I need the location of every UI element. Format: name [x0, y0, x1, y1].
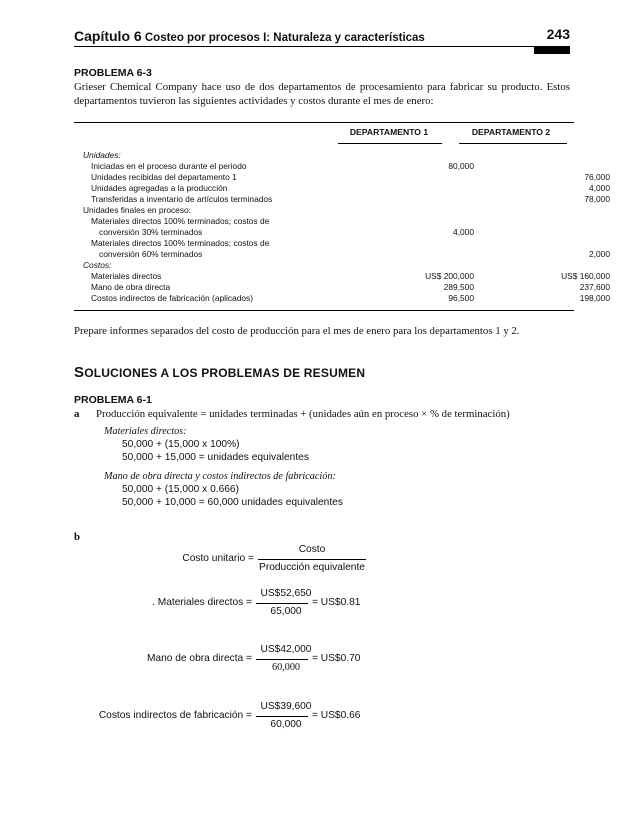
col-underline-dept1	[338, 143, 442, 144]
row-label: Transferidas a inventario de artículos terminados	[91, 194, 273, 204]
row-value-dept2: US$ 160,000	[561, 271, 610, 281]
md-fraction-bar	[256, 603, 308, 604]
problem-6-1-heading: PROBLEMA 6-1	[74, 394, 152, 406]
row-label: conversión 60% terminados	[99, 249, 203, 259]
page-number: 243	[546, 26, 570, 42]
mo-label: Mano de obra directa y costos indirectos de fabricación:	[104, 471, 336, 482]
unit-cost-fraction-bar	[258, 559, 366, 560]
unit-cost-denominator: Producción equivalente	[259, 562, 365, 573]
row-value-dept1: 96,500	[448, 293, 474, 303]
mo-numerator: US$42,000	[260, 644, 312, 655]
row-value-dept2: 2,000	[589, 249, 610, 259]
md-denominator: 65,000	[270, 606, 302, 617]
part-a-letter: a	[74, 408, 80, 420]
row-value-dept2: 237,600	[579, 282, 610, 292]
cif-result: = US$0.66	[312, 710, 361, 721]
table-top-rule	[74, 122, 574, 123]
chapter-number: Capítulo 6	[74, 28, 142, 44]
row-label: Costos indirectos de fabricación (aplicados)	[91, 293, 253, 303]
cif-cost-label: Costos indirectos de fabricación =	[98, 710, 252, 721]
unit-cost-label: Costo unitario =	[182, 553, 254, 564]
row-label: Mano de obra directa	[91, 282, 171, 292]
col-header-dept2: DEPARTAMENTO 2	[471, 127, 551, 137]
md-line-1: 50,000 + (15,000 x 100%)	[122, 439, 240, 450]
row-label: Iniciadas en el proceso durante el periodo	[91, 161, 247, 171]
md-label: Materiales directos:	[104, 426, 187, 437]
row-label: Materiales directos 100% terminados; costos de	[91, 238, 270, 248]
solutions-title	[74, 364, 365, 381]
problem-6-3-heading: PROBLEMA 6-3	[74, 67, 152, 79]
part-b-letter: b	[74, 531, 81, 543]
problem-6-3-text: Grieser Chemical Company hace uso de dos departamentos de procesamiento para fabricar su producto. Estos departamentos tuvieron las siguientes actividades y costos durante el mes de enero:	[74, 81, 570, 107]
md-numerator: US$52,650	[260, 588, 312, 599]
md-result: = US$0.81	[312, 597, 361, 608]
cif-fraction-bar	[256, 716, 308, 717]
row-label: Materiales directos 100% terminados; costos de	[91, 216, 270, 226]
row-value-dept1: 80,000	[448, 161, 474, 171]
table-bottom-rule	[74, 310, 574, 311]
row-label: Unidades finales en proceso:	[83, 205, 192, 215]
row-value-dept2: 4,000	[589, 183, 610, 193]
equivalent-production-formula: Producción equivalente = unidades terminadas + (unidades aún en proceso × % de terminación)	[96, 408, 510, 420]
mo-line-1: 50,000 + (15,000 x 0.666)	[122, 484, 239, 495]
mo-fraction-bar	[256, 659, 308, 660]
cif-numerator: US$39,600	[260, 701, 312, 712]
table-row	[80, 292, 610, 304]
mo-result: = US$0.70	[312, 653, 361, 664]
md-line-2: 50,000 + 15,000 = unidades equivalentes	[122, 452, 309, 463]
unit-cost-numerator: Costo	[298, 544, 326, 555]
row-label: Unidades recibidas del departamento 1	[91, 172, 237, 182]
row-value-dept2: 78,000	[584, 194, 610, 204]
row-value-dept2: 76,000	[584, 172, 610, 182]
row-value-dept1: 289,500	[443, 282, 474, 292]
row-value-dept2: 198,000	[579, 293, 610, 303]
solutions-title-rest: OLUCIONES A LOS PROBLEMAS DE RESUMEN	[84, 366, 366, 380]
mo-cost-label: Mano de obra directa =	[146, 653, 252, 664]
page-header	[74, 26, 570, 46]
header-rule	[74, 46, 570, 47]
row-label: Materiales directos	[91, 271, 162, 281]
row-value-dept1: 4,000	[453, 227, 474, 237]
row-label: conversión 30% terminados	[99, 227, 203, 237]
cif-denominator: 60,000	[270, 719, 302, 730]
chapter-name: Costeo por procesos I: Naturaleza y características	[144, 32, 425, 44]
mo-denominator: 60,000	[271, 662, 300, 673]
row-label: Unidades:	[83, 150, 121, 160]
md-cost-label: . Materiales directos =	[152, 597, 252, 608]
col-header-dept1: DEPARTAMENTO 1	[349, 127, 429, 137]
solutions-title-initial: S	[74, 364, 85, 381]
mo-line-2: 50,000 + 10,000 = 60,000 unidades equivalentes	[122, 497, 343, 508]
problem-6-3-closing: Prepare informes separados del costo de producción para el mes de enero para los departamentos 1 y 2.	[74, 325, 520, 337]
row-label: Unidades agregadas a la producción	[91, 183, 228, 193]
row-label: Costos:	[83, 260, 112, 270]
chapter-title	[74, 28, 425, 44]
col-underline-dept2	[459, 143, 567, 144]
row-value-dept1: US$ 200,000	[425, 271, 474, 281]
header-tab-mark	[534, 46, 570, 54]
